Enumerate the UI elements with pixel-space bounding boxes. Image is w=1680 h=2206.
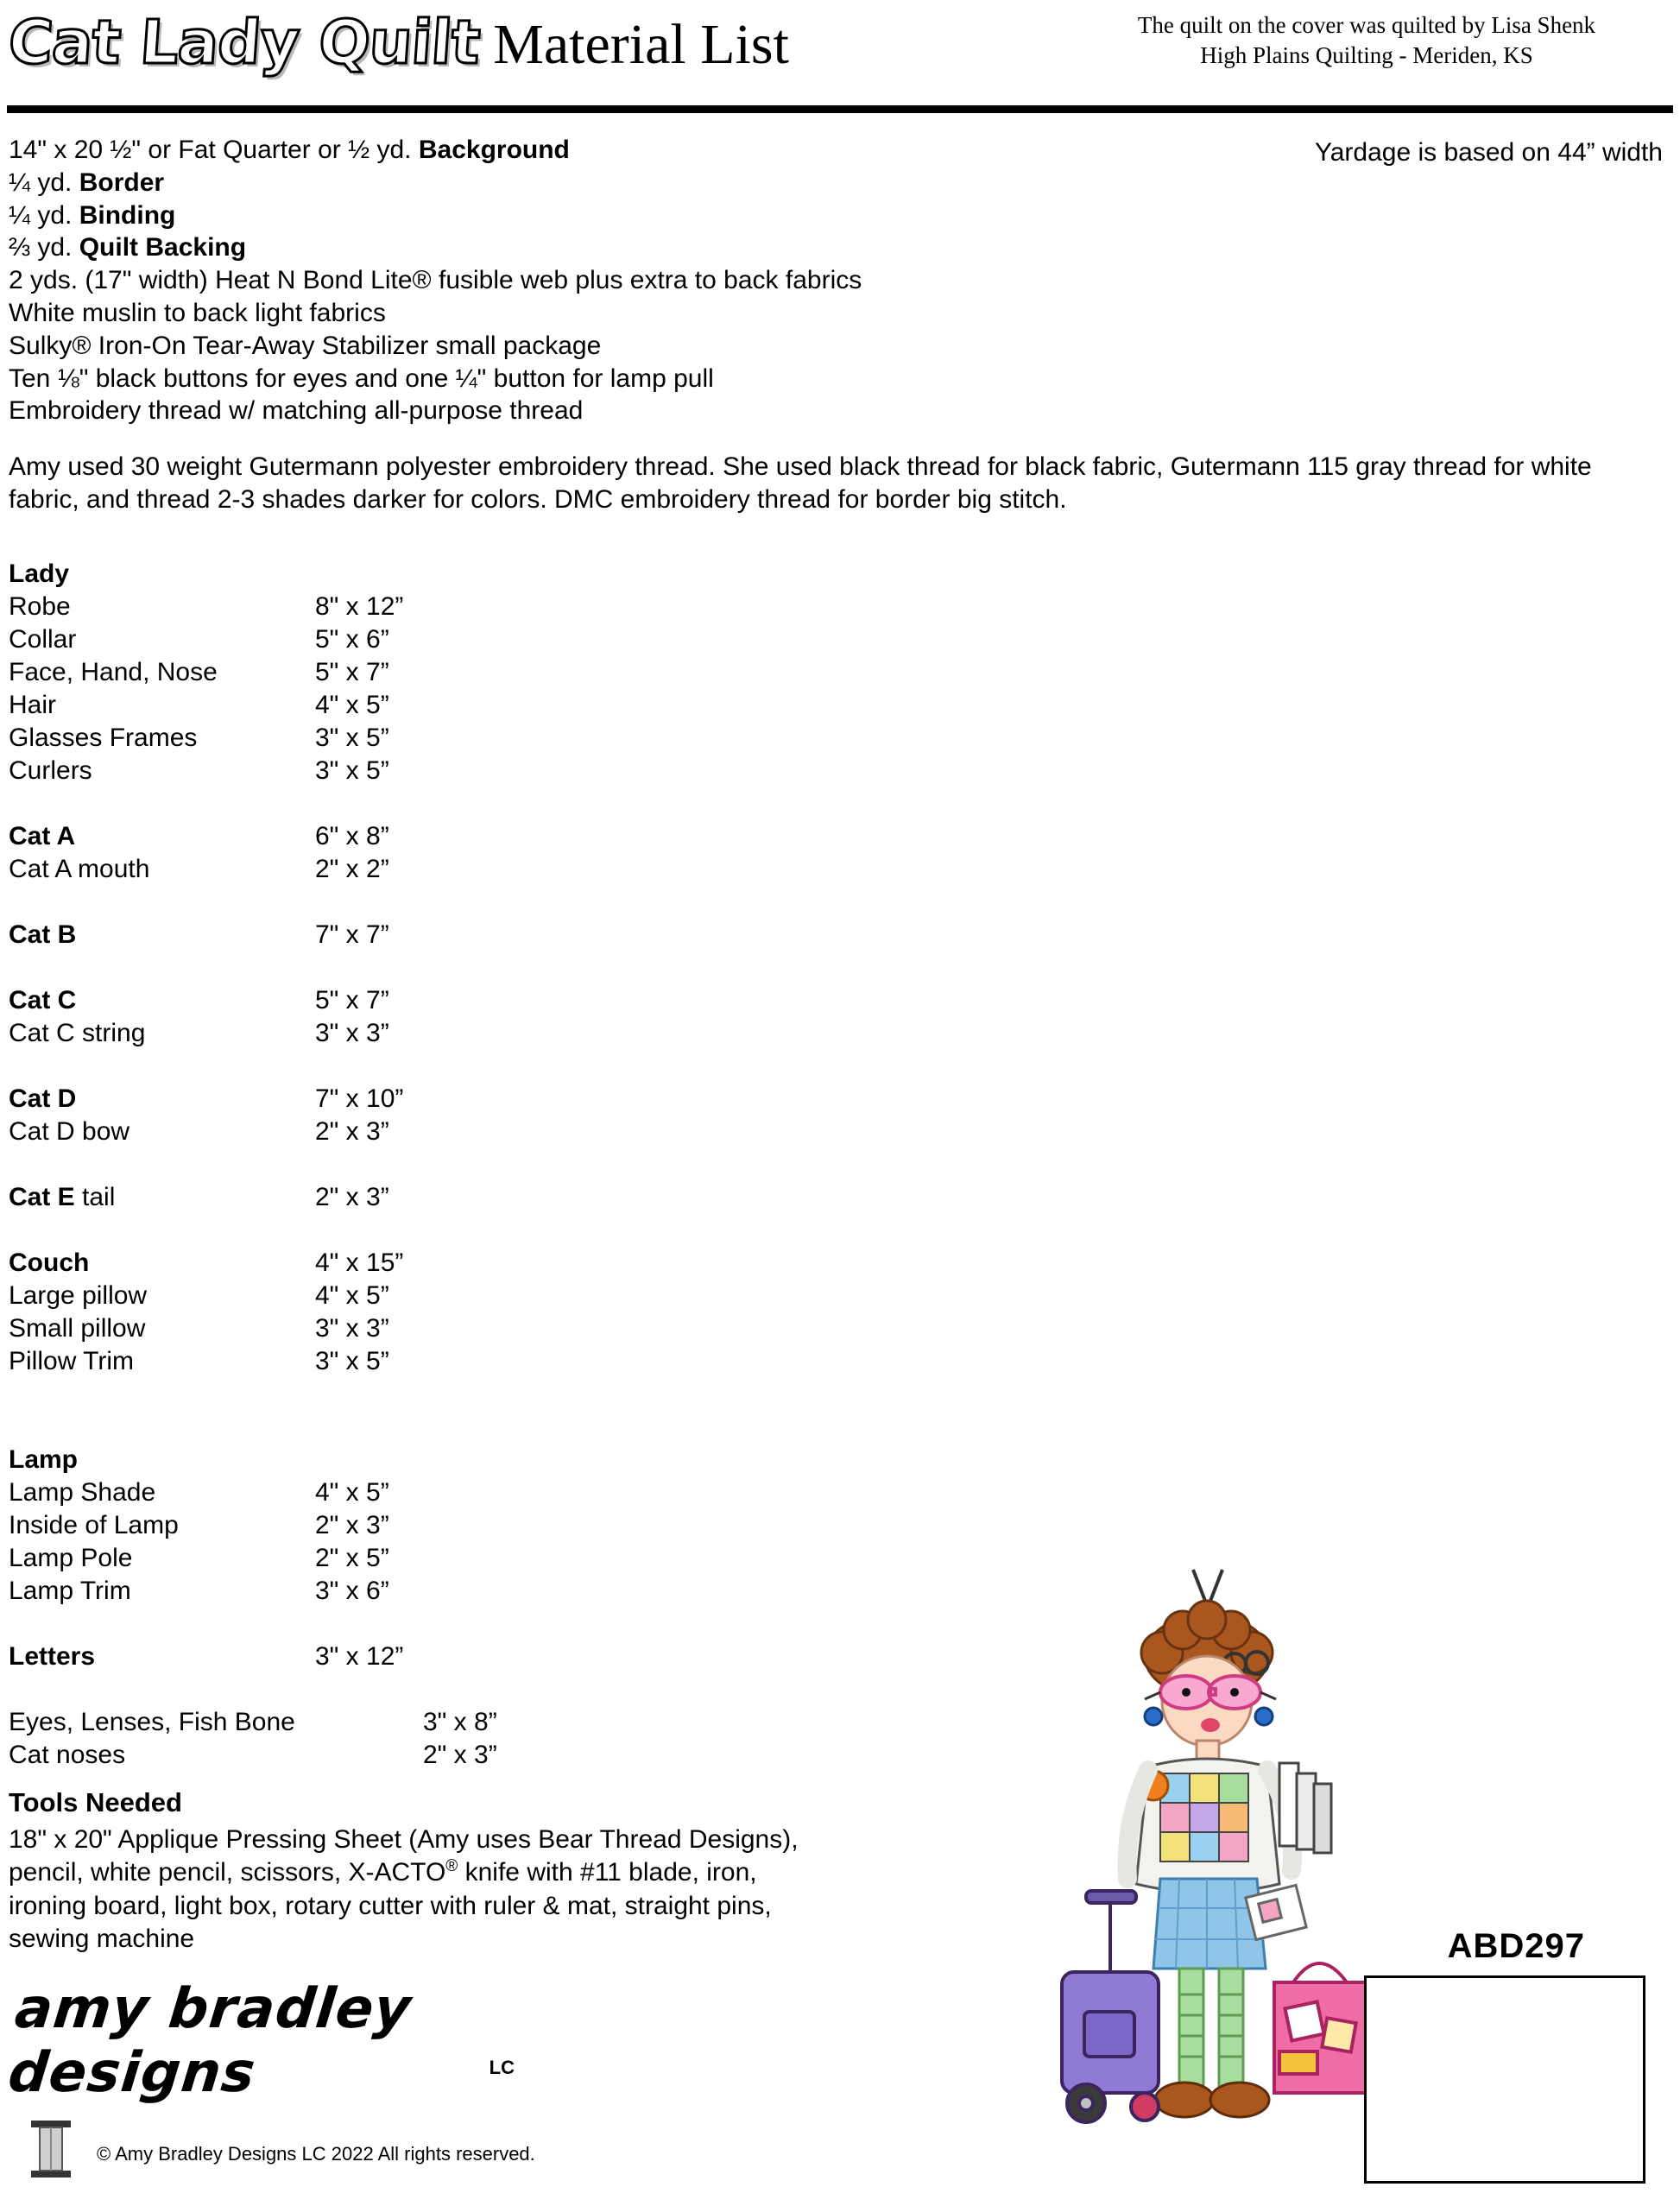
material-label bbox=[9, 1185, 315, 1210]
material-row bbox=[9, 561, 872, 594]
sku-barcode-box bbox=[1364, 1975, 1645, 2184]
fabric-requirement-amount: Sulky® Iron-On Tear-Away Stabilizer small package bbox=[9, 331, 602, 360]
material-size: 5" x 7” bbox=[315, 658, 389, 686]
material-label: Eyes, Lenses, Fish Bone bbox=[9, 1708, 295, 1736]
list-spacer bbox=[9, 791, 872, 824]
material-label-bold: Cat E bbox=[9, 1183, 75, 1211]
material-size: 3" x 5” bbox=[315, 756, 389, 785]
material-label: Cat A mouth bbox=[9, 855, 150, 883]
material-label: Face, Hand, Nose bbox=[9, 658, 218, 686]
registered-mark: ® bbox=[445, 1857, 458, 1876]
material-label: Lamp bbox=[9, 1445, 79, 1474]
material-label: Cat noses bbox=[9, 1741, 126, 1769]
thread-note: Amy used 30 weight Gutermann polyester embroidery thread. She used black thread for black fabric, Gutermann 115 gray thread for white fabric, and thread 2-3 shades darker for colors. DMC embroidery thread for border big stitch. bbox=[9, 452, 1592, 514]
material-size: 2" x 3” bbox=[315, 1511, 389, 1539]
material-label: Small pillow bbox=[9, 1314, 146, 1343]
company-logo bbox=[5, 1977, 547, 2107]
material-size: 3" x 5” bbox=[315, 724, 389, 752]
material-row bbox=[9, 1185, 872, 1217]
material-label: Pillow Trim bbox=[9, 1347, 135, 1375]
material-label: Robe bbox=[9, 592, 71, 621]
fabric-requirement-line bbox=[9, 330, 1649, 363]
list-spacer bbox=[9, 1414, 872, 1447]
fabric-requirement-line bbox=[9, 231, 1649, 264]
material-size: 4" x 5” bbox=[315, 1281, 389, 1310]
material-label: Cat B bbox=[9, 920, 77, 949]
material-row bbox=[9, 1021, 872, 1053]
material-label: Lamp Pole bbox=[9, 1544, 133, 1572]
material-row bbox=[9, 1710, 872, 1742]
list-spacer bbox=[9, 955, 872, 988]
quilted-by-line-2: High Plains Quilting - Meriden, KS bbox=[1200, 41, 1533, 68]
material-label: Lady bbox=[9, 559, 70, 588]
copyright-notice: © Amy Bradley Designs LC 2022 All rights reserved. bbox=[97, 2143, 535, 2165]
fabric-requirement-amount: ¼ yd. bbox=[9, 168, 79, 197]
fabric-requirement-amount: ¼ yd. bbox=[9, 200, 79, 230]
quilted-by-credit bbox=[1069, 10, 1664, 70]
tools-needed-body bbox=[9, 1824, 984, 1956]
material-row bbox=[9, 1545, 872, 1578]
fabric-requirement-line bbox=[9, 363, 1649, 395]
fabric-requirement-amount: White muslin to back light fabrics bbox=[9, 298, 386, 327]
list-spacer bbox=[9, 889, 872, 922]
fabric-requirement-line bbox=[9, 134, 1649, 167]
tools-line-2-b: knife with #11 blade, iron, bbox=[458, 1858, 757, 1887]
material-row bbox=[9, 725, 872, 758]
list-spacer bbox=[9, 1611, 872, 1644]
material-size: 4" x 5” bbox=[315, 1478, 389, 1507]
material-row bbox=[9, 856, 872, 889]
material-row bbox=[9, 1480, 872, 1513]
list-spacer bbox=[9, 1217, 872, 1250]
material-label: Glasses Frames bbox=[9, 724, 198, 752]
material-row bbox=[9, 1086, 872, 1119]
material-label: Couch bbox=[9, 1248, 90, 1277]
material-label: Collar bbox=[9, 625, 77, 654]
material-size: 3" x 12” bbox=[315, 1642, 404, 1671]
tools-line-4: sewing machine bbox=[9, 1925, 195, 1954]
material-row bbox=[9, 1316, 872, 1349]
page-title-bold: Cat Lady Quilt bbox=[6, 7, 483, 78]
fabric-requirement-line bbox=[9, 395, 1649, 427]
fabric-requirement-line bbox=[9, 199, 1649, 232]
tools-line-3: ironing board, light box, rotary cutter with ruler & mat, straight pins, bbox=[9, 1891, 772, 1920]
sku-code: ABD297 bbox=[1447, 1927, 1585, 1965]
material-row bbox=[9, 1250, 872, 1283]
material-row bbox=[9, 1742, 872, 1775]
material-row bbox=[9, 988, 872, 1021]
page-header bbox=[0, 0, 1680, 121]
material-row bbox=[9, 758, 872, 791]
fabric-requirement-amount: Embroidery thread w/ matching all-purpose thread bbox=[9, 396, 584, 426]
tools-needed-title: Tools Needed bbox=[9, 1787, 182, 1817]
page-title bbox=[6, 7, 789, 78]
material-size: 4" x 15” bbox=[315, 1248, 404, 1277]
list-spacer bbox=[9, 1053, 872, 1086]
yardage-note: Yardage is based on 44” width bbox=[1314, 138, 1663, 167]
material-list-table bbox=[9, 561, 872, 1775]
material-row bbox=[9, 627, 872, 660]
fabric-requirement-line bbox=[9, 264, 1649, 297]
page-title-light: Material List bbox=[493, 13, 789, 76]
company-logo-lc: LC bbox=[489, 2057, 515, 2078]
material-size: 5" x 7” bbox=[315, 986, 389, 1015]
material-row bbox=[9, 1283, 872, 1316]
material-label: Cat D bbox=[9, 1084, 77, 1113]
material-row bbox=[9, 1578, 872, 1611]
tools-line-2-a: pencil, white pencil, scissors, X-ACTO bbox=[9, 1858, 446, 1887]
material-size: 6" x 8” bbox=[315, 822, 389, 850]
list-spacer bbox=[9, 1381, 872, 1414]
material-row bbox=[9, 824, 872, 856]
fabric-requirement-line bbox=[9, 297, 1649, 330]
material-size: 5" x 6” bbox=[315, 625, 389, 654]
material-label: Lamp Trim bbox=[9, 1577, 131, 1605]
header-divider bbox=[7, 105, 1673, 113]
material-row bbox=[9, 922, 872, 955]
material-size: 8" x 12” bbox=[315, 592, 404, 621]
material-size: 3" x 8” bbox=[423, 1708, 497, 1736]
company-logo-text: amy bradley designs bbox=[5, 1977, 415, 2105]
material-label: Hair bbox=[9, 691, 57, 719]
material-label: Cat C bbox=[9, 986, 77, 1015]
material-row bbox=[9, 1644, 872, 1677]
material-label: Lamp Shade bbox=[9, 1478, 156, 1507]
material-label: Large pillow bbox=[9, 1281, 148, 1310]
material-label-rest: tail bbox=[74, 1183, 116, 1211]
fabric-requirement-amount: ⅔ yd. bbox=[9, 233, 79, 262]
material-size: 4" x 5” bbox=[315, 691, 389, 719]
material-row bbox=[9, 1447, 872, 1480]
material-size: 7" x 7” bbox=[315, 920, 389, 949]
material-row bbox=[9, 660, 872, 692]
material-label: Curlers bbox=[9, 756, 92, 785]
fabric-requirement-name: Border bbox=[79, 168, 165, 197]
material-size: 2" x 3” bbox=[315, 1117, 389, 1146]
material-size: 3" x 6” bbox=[315, 1577, 389, 1605]
material-row bbox=[9, 692, 872, 725]
material-row bbox=[9, 1119, 872, 1152]
fabric-requirement-amount: 14" x 20 ½" or Fat Quarter or ½ yd. bbox=[9, 136, 419, 164]
quilted-by-line-1: The quilt on the cover was quilted by Lisa Shenk bbox=[1137, 12, 1596, 38]
tools-line-2 bbox=[9, 1856, 984, 1889]
material-size: 2" x 3” bbox=[315, 1183, 389, 1211]
fabric-requirement-name: Background bbox=[418, 136, 570, 164]
material-row bbox=[9, 594, 872, 627]
material-label: Inside of Lamp bbox=[9, 1511, 179, 1539]
fabric-requirement-name: Binding bbox=[79, 200, 176, 230]
material-size: 3" x 3” bbox=[315, 1314, 389, 1343]
fabric-requirement-line bbox=[9, 167, 1649, 199]
material-label: Letters bbox=[9, 1642, 96, 1671]
fabric-requirement-amount: 2 yds. (17" width) Heat N Bond Lite® fusible web plus extra to back fabrics bbox=[9, 266, 862, 295]
material-size: 7" x 10” bbox=[315, 1084, 404, 1113]
fabric-requirement-amount: Ten ⅛" black buttons for eyes and one ¼" button for lamp pull bbox=[9, 363, 714, 393]
material-label: Cat A bbox=[9, 822, 76, 850]
material-label: Cat D bow bbox=[9, 1117, 130, 1146]
list-spacer bbox=[9, 1152, 872, 1185]
material-row bbox=[9, 1349, 872, 1381]
material-size: 3" x 3” bbox=[315, 1019, 389, 1047]
material-row bbox=[9, 1513, 872, 1545]
fabric-requirement-name: Quilt Backing bbox=[79, 233, 247, 262]
fabric-requirements-list bbox=[9, 134, 1649, 427]
material-size: 3" x 5” bbox=[315, 1347, 389, 1375]
material-size: 2" x 3” bbox=[423, 1741, 497, 1769]
material-label: Cat C string bbox=[9, 1019, 146, 1047]
thread-spool-icon bbox=[24, 2117, 78, 2184]
material-size: 2" x 2” bbox=[315, 855, 389, 883]
tools-line-1: 18" x 20" Applique Pressing Sheet (Amy uses Bear Thread Designs), bbox=[9, 1825, 799, 1854]
material-size: 2" x 5” bbox=[315, 1544, 389, 1572]
list-spacer bbox=[9, 1677, 872, 1710]
